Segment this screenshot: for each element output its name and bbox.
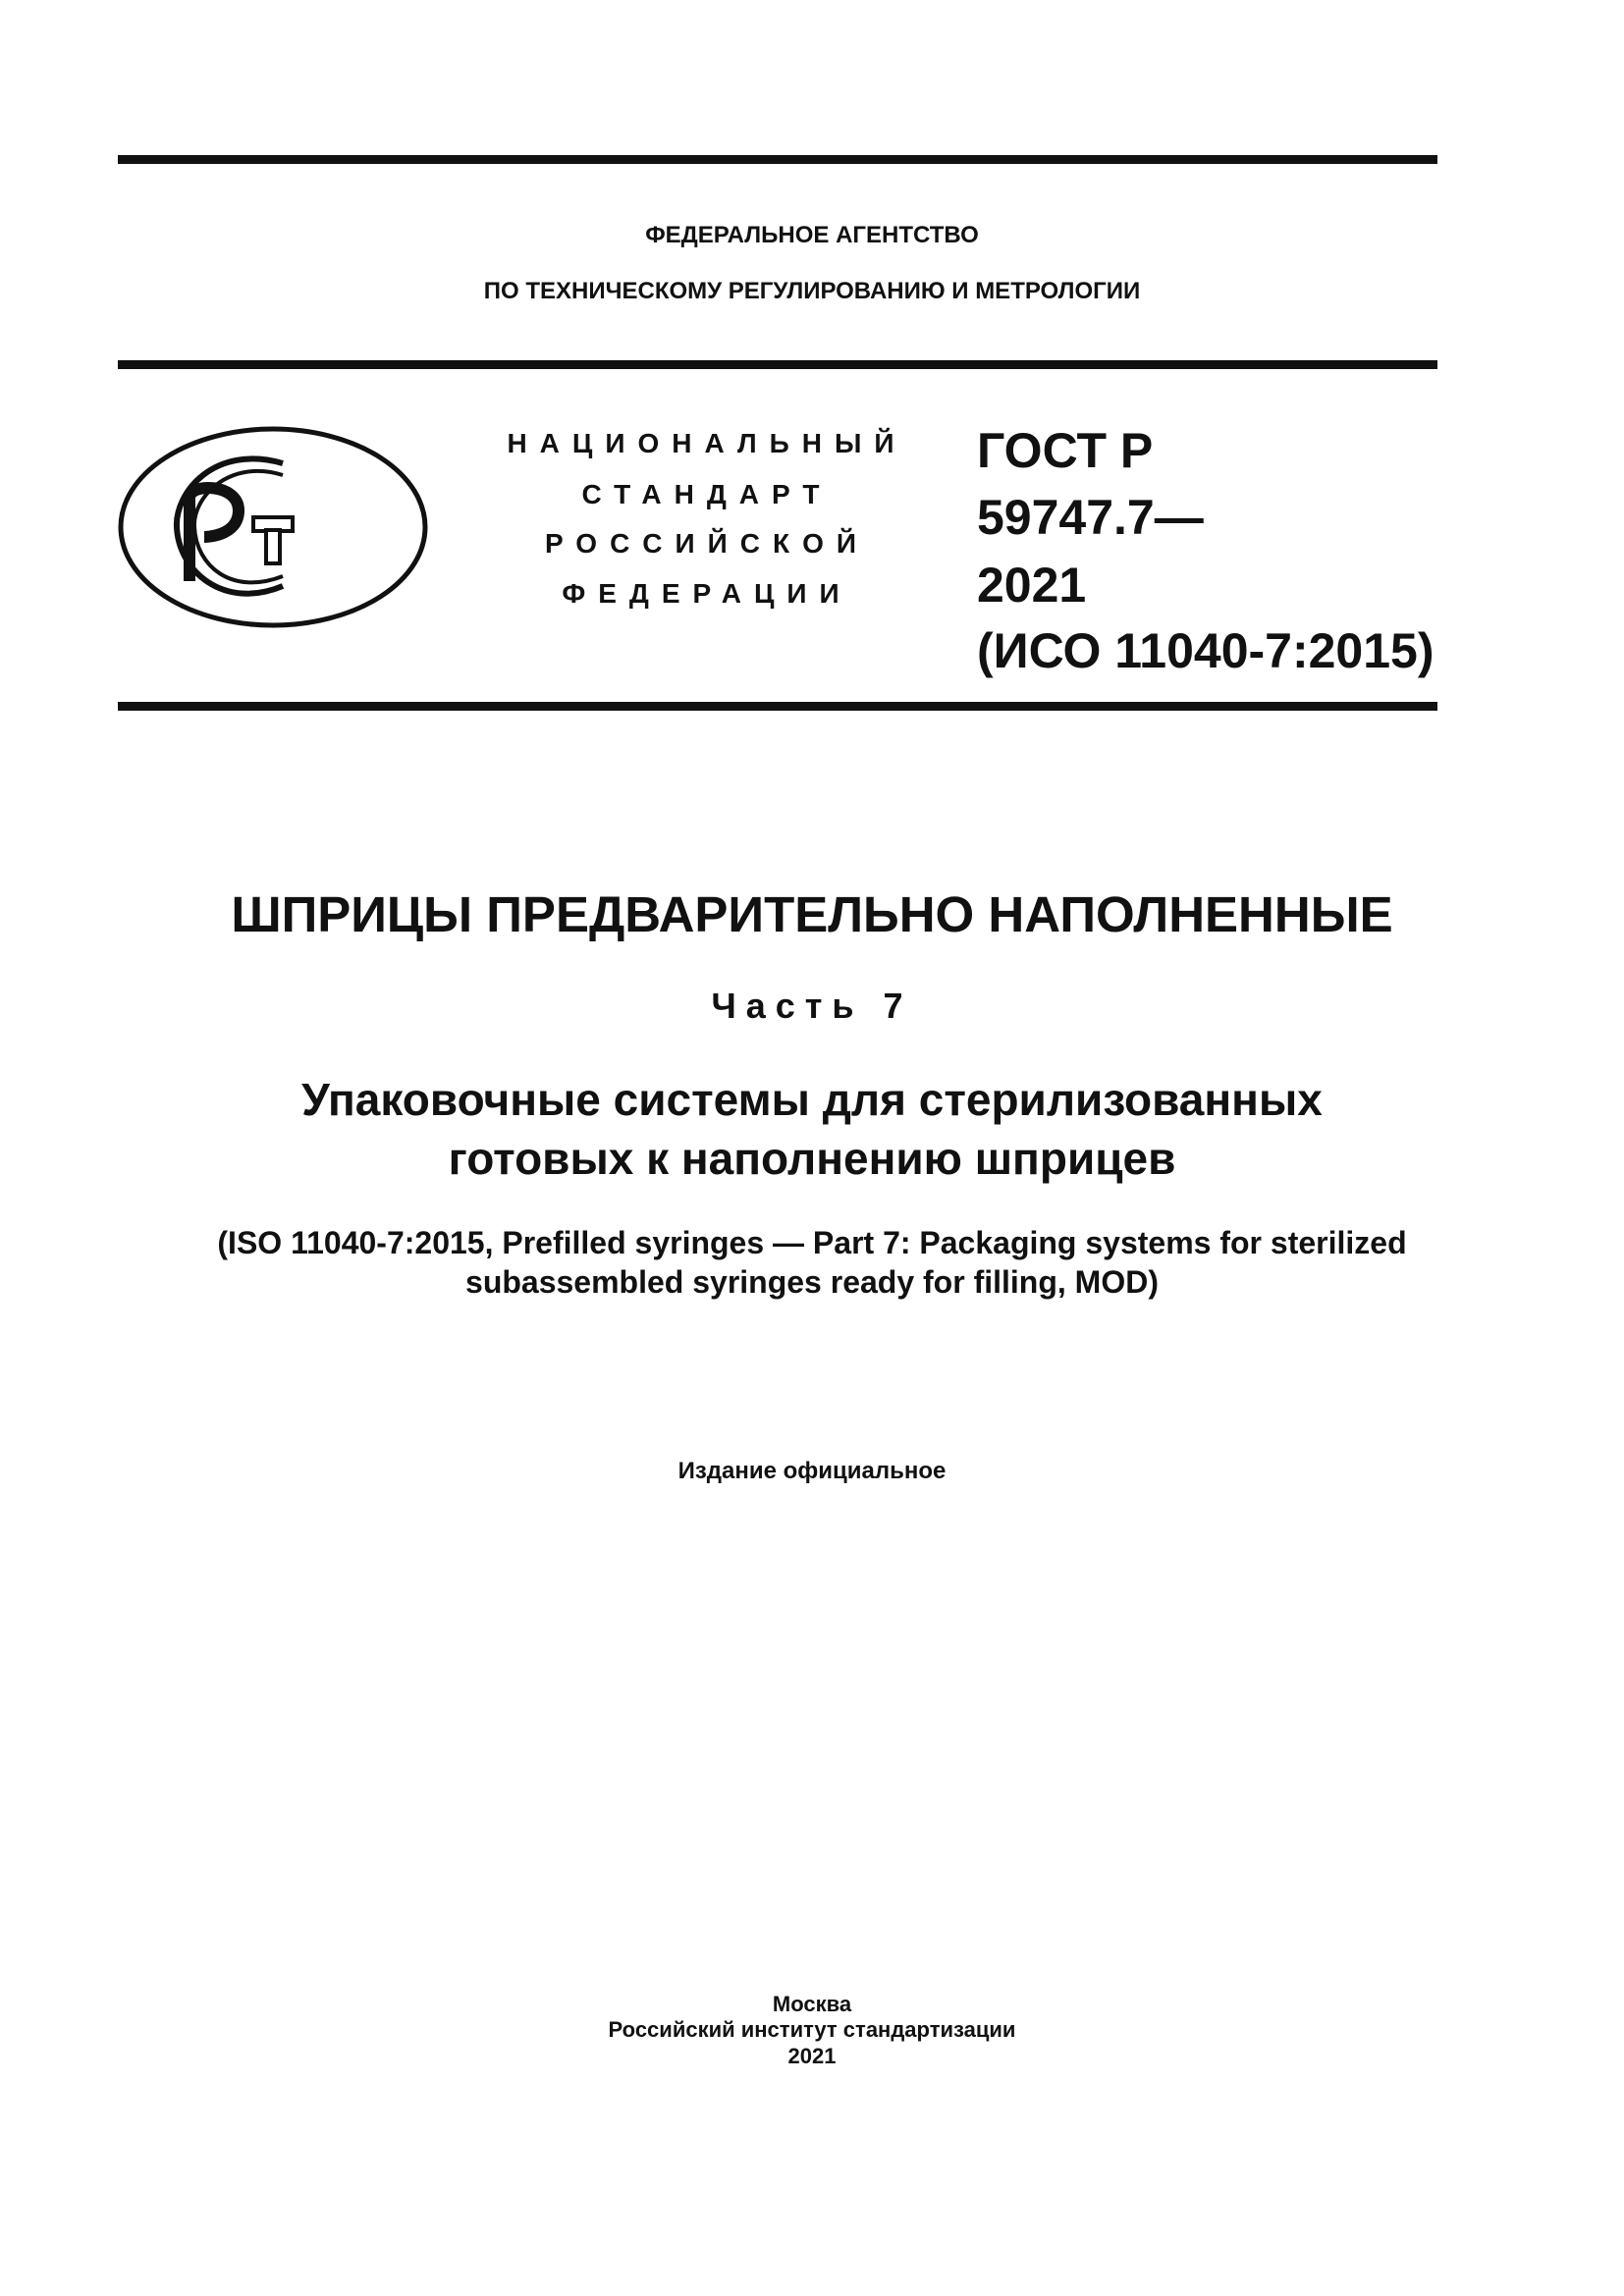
gost-line-4: (ИСО 11040-7:2015) xyxy=(977,623,1435,678)
footer-city: Москва xyxy=(772,1992,852,2016)
national-line-1: НАЦИОНАЛЬНЫЙ xyxy=(507,428,907,458)
subtitle-line-2: готовых к наполнению шприцев xyxy=(448,1133,1176,1184)
footer-publisher: Российский институт стандартизации xyxy=(608,2017,1016,2042)
national-line-4: ФЕДЕРАЦИИ xyxy=(562,578,852,609)
agency-line-1: ФЕДЕРАЛЬНОЕ АГЕНТСТВО xyxy=(645,222,979,248)
edition-note: Издание официальное xyxy=(677,1458,947,1484)
top-rule xyxy=(118,155,1437,164)
original-line-1: (ISO 11040-7:2015, Prefilled syringes — Part 7: Packaging systems for sterilized xyxy=(217,1225,1407,1260)
part-number: Часть 7 xyxy=(711,986,913,1026)
gost-line-3: 2021 xyxy=(977,558,1087,613)
bottom-rule xyxy=(118,702,1437,711)
document-title: ШПРИЦЫ ПРЕДВАРИТЕЛЬНО НАПОЛНЕННЫЕ xyxy=(231,886,1393,942)
footer-year: 2021 xyxy=(787,2044,837,2068)
national-line-3: РОССИЙСКОЙ xyxy=(545,528,869,559)
rst-logo-icon xyxy=(116,424,430,630)
gost-line-1: ГОСТ Р xyxy=(977,423,1154,478)
national-line-2: СТАНДАРТ xyxy=(581,479,833,509)
agency-line-2: ПО ТЕХНИЧЕСКОМУ РЕГУЛИРОВАНИЮ И МЕТРОЛОГИИ xyxy=(483,278,1141,304)
subtitle-line-1: Упаковочные системы для стерилизованных xyxy=(301,1074,1323,1125)
original-line-2: subassembled syringes ready for filling, MOD) xyxy=(465,1264,1159,1300)
gost-line-2: 59747.7— xyxy=(977,490,1204,545)
header-rule xyxy=(118,360,1437,369)
